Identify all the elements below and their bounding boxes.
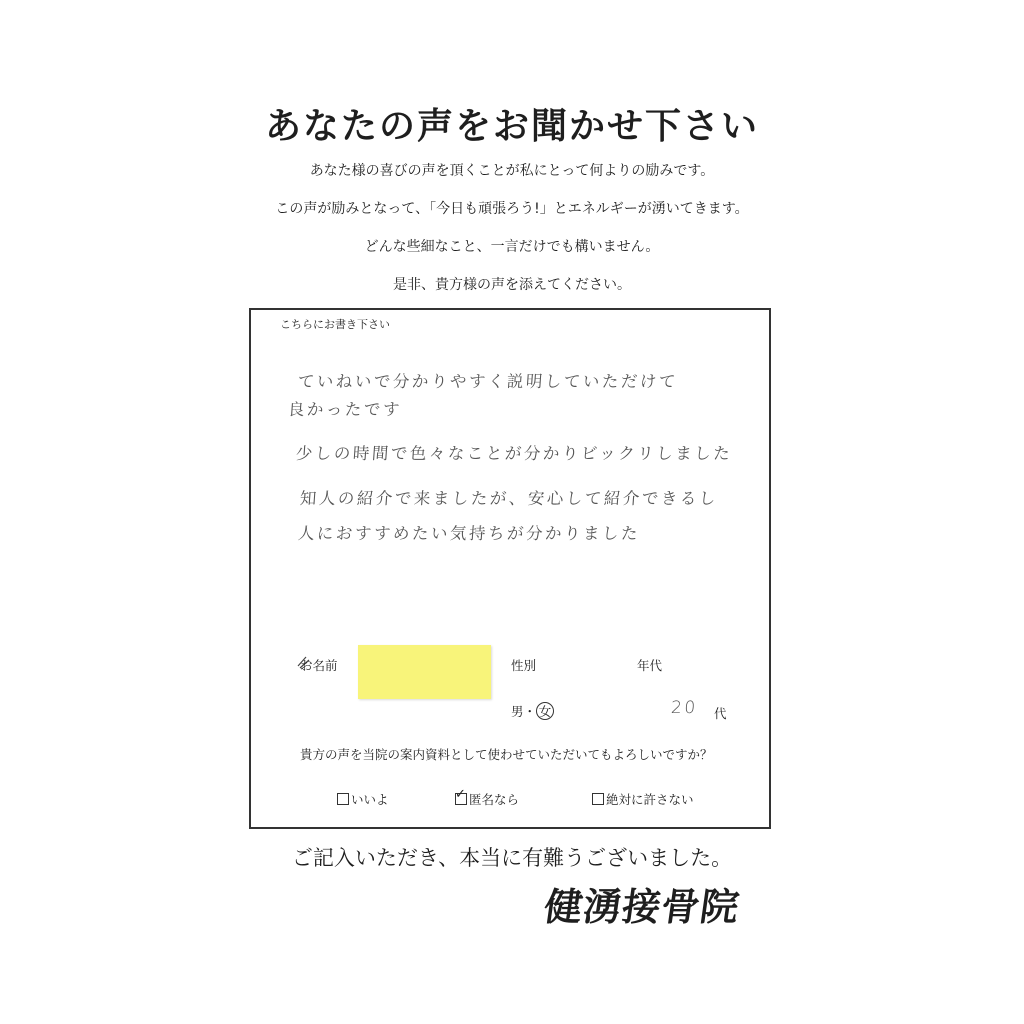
age-value: 20: [670, 698, 699, 718]
name-redaction-sticky-note: [358, 645, 491, 699]
handwritten-line-2: 良かったです: [287, 400, 403, 419]
clinic-name-logo: 健湧接骨院: [541, 884, 743, 929]
intro-line-1: あなた様の喜びの声を頂くことが私にとって何よりの励みです。: [309, 163, 715, 179]
intro-line-3: どんな些細なこと、一言だけでも構いません。: [364, 239, 660, 255]
gender-separator: ・: [523, 704, 537, 719]
option-iiyo[interactable]: [337, 790, 389, 808]
gender-options: [511, 702, 554, 720]
handwritten-line-4: 知人の紹介で来ましたが、安心して紹介できるし: [299, 489, 719, 508]
comment-box-label: こちらにお書き下さい: [280, 318, 390, 331]
checkmark-icon: ✓: [455, 787, 466, 802]
consent-question: 貴方の声を当院の案内資料として使わせていただいてもよろしいですか？: [300, 747, 713, 762]
checkbox-iiyo[interactable]: [337, 793, 349, 805]
checkbox-zettai[interactable]: [592, 793, 604, 805]
handwritten-line-5: 人におすすめたい気持ちが分かりました: [297, 524, 641, 543]
option-zettai[interactable]: [592, 790, 694, 808]
gender-label: 性別: [511, 658, 537, 673]
page-title: あなたの声をお聞かせ下さい: [264, 106, 759, 147]
age-unit: 代: [714, 706, 727, 721]
option-tokumei[interactable]: [455, 787, 520, 808]
thanks-message: ご記入いただき、本当に有難うございました。: [291, 846, 733, 870]
name-label: お名前: [300, 658, 338, 673]
gender-male: 男: [511, 704, 524, 719]
checkbox-tokumei[interactable]: [455, 787, 467, 805]
gender-female-circled: 女: [536, 702, 554, 720]
handwritten-line-1: ていねいで分かりやすく説明していただけて: [297, 372, 679, 391]
intro-line-4: 是非、貴方様の声を添えてください。: [393, 277, 631, 293]
age-label: 年代: [637, 658, 663, 673]
handwritten-line-3: 少しの時間で色々なことが分かりビックリしました: [295, 444, 733, 463]
option-iiyo-label: いいよ: [351, 792, 389, 807]
option-zettai-label: 絶対に許さない: [606, 792, 694, 807]
intro-line-2: この声が励みとなって、「今日も頑張ろう!」とエネルギーが湧いてきます。: [275, 201, 749, 217]
option-tokumei-label: 匿名なら: [469, 792, 520, 807]
